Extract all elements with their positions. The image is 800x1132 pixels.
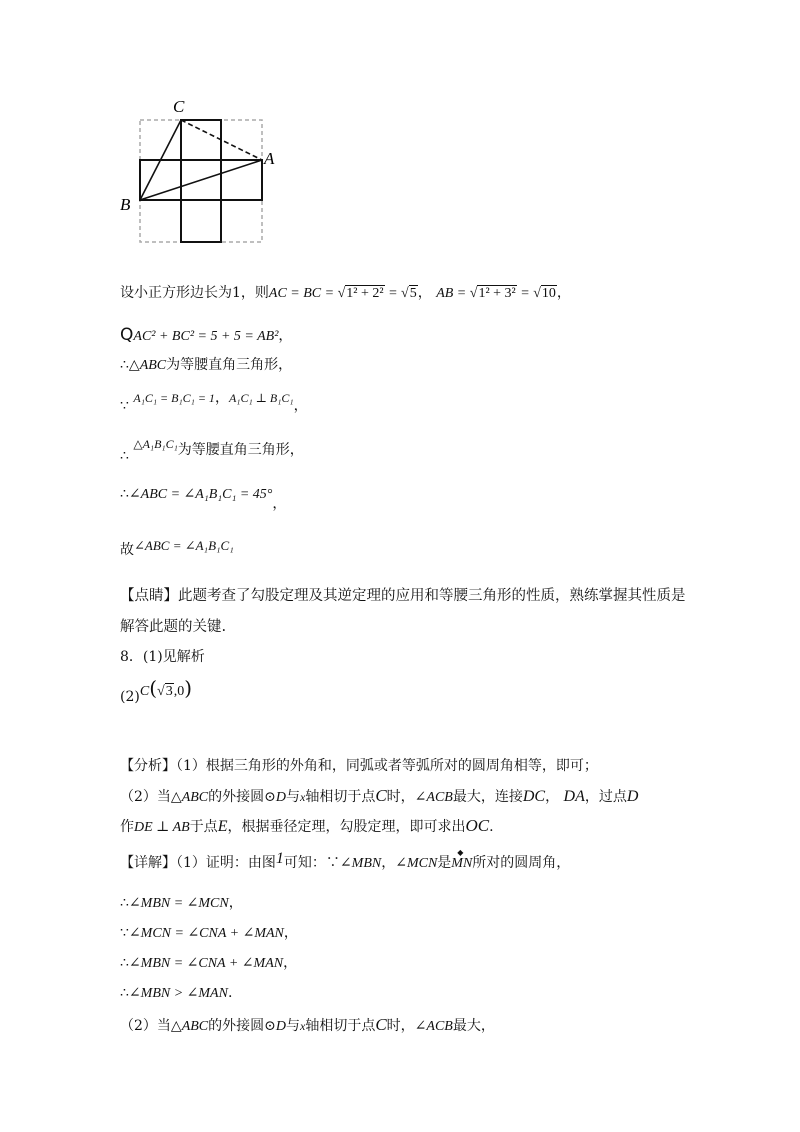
line-pythagoras: QAC² + BC² = 5 + 5 = AB²，: [120, 325, 293, 345]
line-isosceles-abc: ∴△ABC为等腰直角三角形，: [120, 357, 293, 373]
detail-part-2: （2）当△ABC的外接圆⊙D与x轴相切于点C时，∠ACB最大，: [120, 1015, 495, 1034]
question-8-part-1: 8．(1)见解析: [120, 649, 205, 665]
step-2: ∵∠MCN = ∠CNA + ∠MAN，: [120, 925, 298, 941]
question-8-part-2: (2)C(√3,0): [120, 676, 192, 705]
step-4: ∴∠MBN > ∠MAN.: [120, 985, 233, 1001]
line-conclusion: 故∠ABC = ∠A₁B₁C₁: [120, 538, 234, 558]
comment-paragraph-line2: 解答此题的关键.: [120, 619, 227, 635]
step-3: ∴∠MBN = ∠CNA + ∠MAN，: [120, 955, 298, 971]
label-b: B: [120, 195, 131, 214]
label-c: C: [173, 97, 185, 116]
step-1: ∴∠MBN = ∠MCN，: [120, 895, 243, 911]
dashed-bounding-box: [140, 120, 262, 242]
line-side-length: 设小正方形边长为1，则AC = BC = √1² + 2² = √5， AB = √1² + 3² = √10，: [120, 285, 571, 301]
analysis-line1: 【分析】（1）根据三角形的外角和，同弧或者等弧所对的圆周角相等，即可；: [120, 758, 598, 774]
detail-line1: 【详解】（1）证明：由图1可知：∵∠MBN，∠MCN是◆ MN所对的圆周角，: [120, 853, 570, 874]
analysis-line3: 作DE ⊥ AB于点E，根据垂径定理，勾股定理，即可求出OC.: [120, 816, 494, 835]
cross-shape: [140, 120, 262, 242]
comment-paragraph-line1: 【点睛】此题考查了勾股定理及其逆定理的应用和等腰三角形的性质，熟练掌握其性质是: [120, 588, 686, 604]
line-isosceles-a1b1c1: ∴ △A₁B₁C₁为等腰直角三角形，: [120, 437, 304, 464]
line-a1c1: ∵ A₁C₁ = B₁C₁ = 1，A₁C₁ ⊥ B₁C₁，: [120, 390, 308, 414]
label-a: A: [264, 149, 275, 168]
line-angle-45: ∴∠ABC = ∠A₁B₁C₁ = 45°，: [120, 486, 287, 512]
geometry-figure: [110, 90, 280, 250]
analysis-line2: （2）当△ABC的外接圆⊙D与x轴相切于点C时，∠ACB最大，连接DC， DA，过点D: [120, 786, 639, 805]
arc-mn: ◆ MN: [451, 854, 472, 874]
